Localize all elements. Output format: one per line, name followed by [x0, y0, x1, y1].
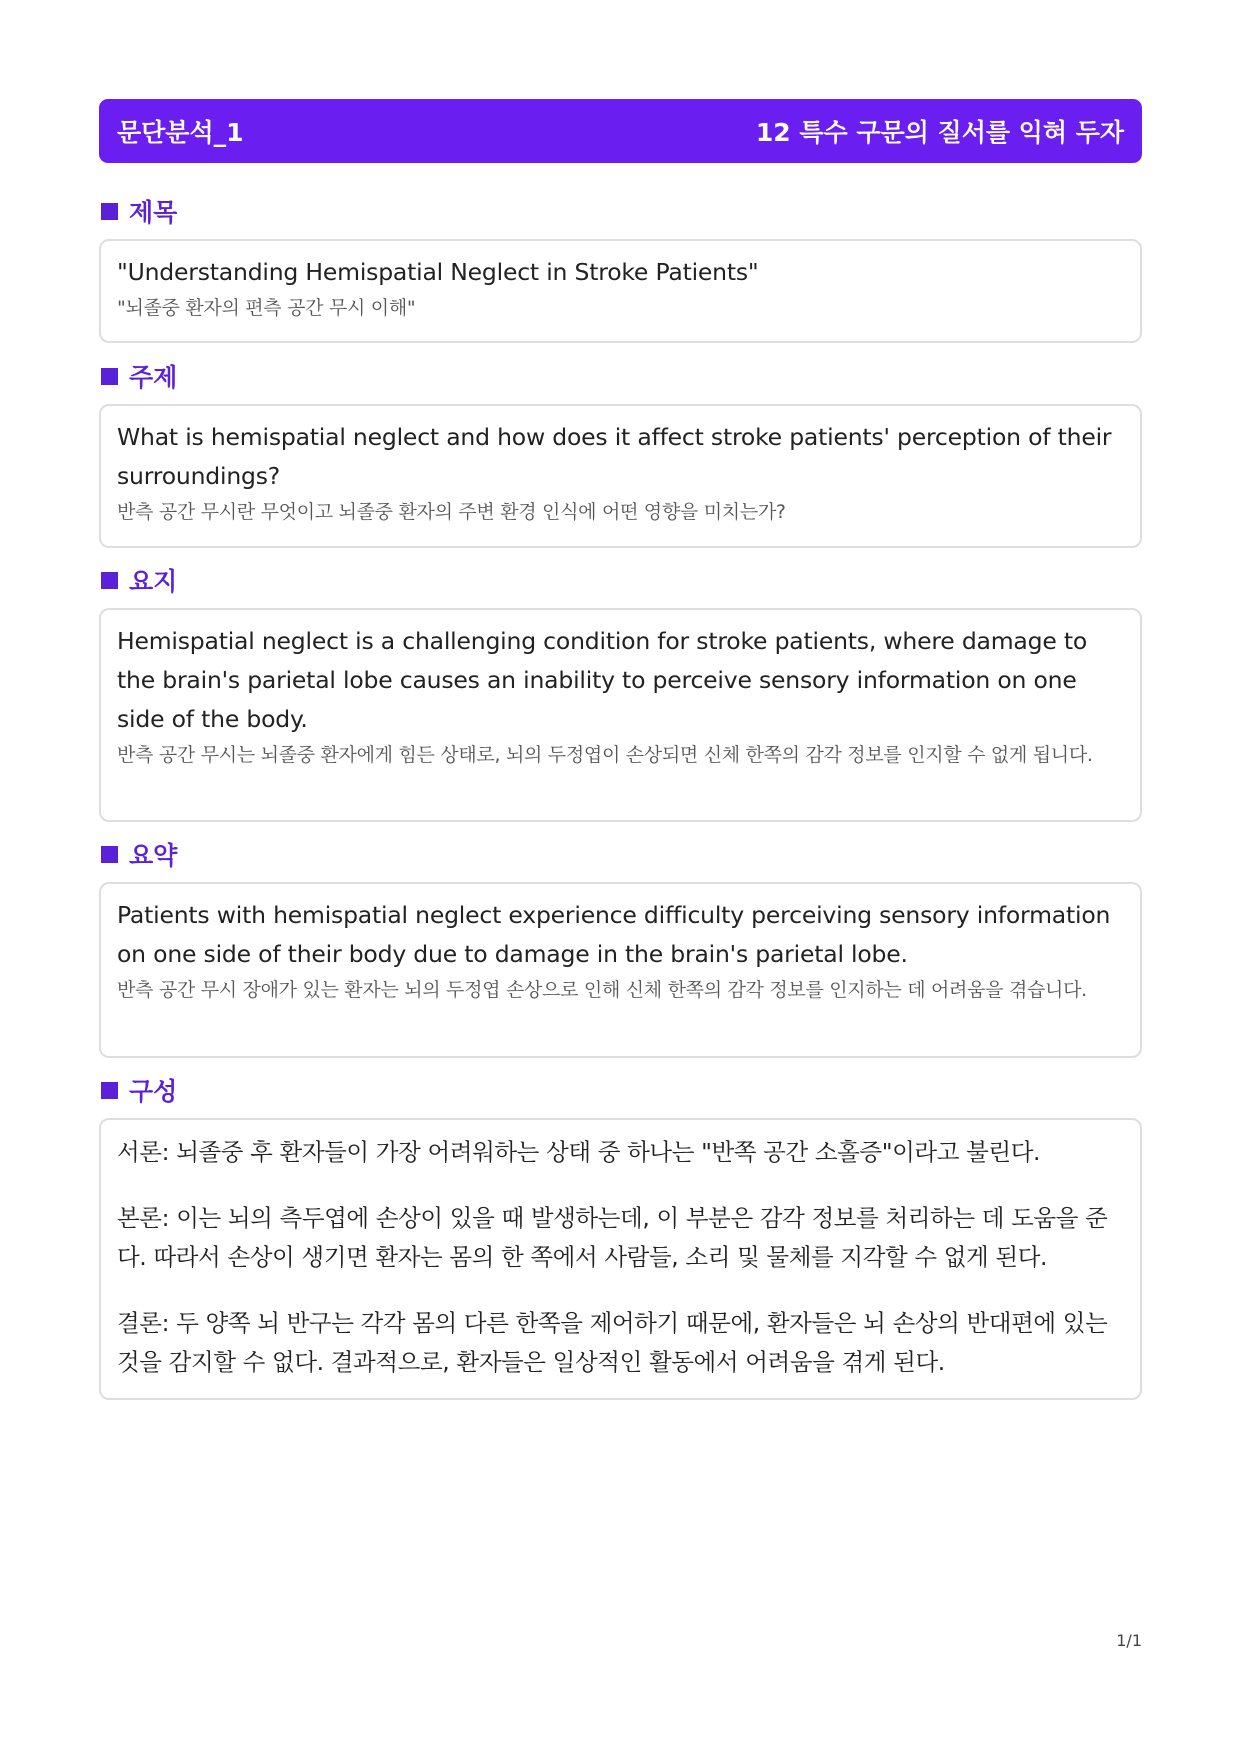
- title-korean: "뇌졸중 환자의 편측 공간 무시 이해": [117, 297, 416, 319]
- gist-korean: 반측 공간 무시는 뇌졸중 환자에게 힘든 상태로, 뇌의 두정엽이 손상되면 신체 한쪽의 감각 정보를 인지할 수 없게 됩니다.: [117, 744, 1093, 766]
- topic-korean: 반측 공간 무시란 무엇이고 뇌졸중 환자의 주변 환경 인식에 어떤 영향을 미치는가?: [117, 501, 786, 523]
- header-bar: [99, 99, 1142, 163]
- gist-english: Hemispatial neglect is a challenging condition for stroke patients, where damage to the brain's parietal lobe causes an inability to perceive sensory information on one side of the body.: [117, 627, 1088, 733]
- section-heading-label: 요약: [129, 841, 178, 870]
- page-number: 1/1: [1116, 1631, 1142, 1650]
- section-heading-structure: [101, 1072, 177, 1108]
- structure-intro: 서론: 뇌졸중 후 환자들이 가장 어려워하는 상태 중 하나는 "반쪽 공간 소홀증"이라고 불린다.: [117, 1138, 1041, 1166]
- summary-english: Patients with hemispatial neglect experience difficulty perceiving sensory information on one side of their body due to damage in the brain's parietal lobe.: [117, 901, 1111, 968]
- structure-conclusion: 결론: 두 양쪽 뇌 반구는 각각 몸의 다른 한쪽을 제어하기 때문에, 환자들은 뇌 손상의 반대편에 있는 것을 감지할 수 없다. 결과적으로, 환자들은 일상적인 활동에서 어려움을 겪게 된다.: [117, 1309, 1108, 1376]
- title-english: "Understanding Hemispatial Neglect in Stroke Patients": [117, 258, 759, 286]
- topic-card: [99, 404, 1142, 548]
- section-heading-topic: [101, 358, 177, 394]
- section-heading-summary: [101, 836, 177, 872]
- square-bullet-icon: [101, 368, 118, 385]
- square-bullet-icon: [101, 1082, 118, 1099]
- section-heading-label: 요지: [129, 567, 178, 596]
- header-left-label: 문단분석_1: [117, 118, 244, 147]
- section-heading-label: 구성: [129, 1077, 178, 1106]
- summary-korean: 반측 공간 무시 장애가 있는 환자는 뇌의 두정엽 손상으로 인해 신체 한쪽의 감각 정보를 인지하는 데 어려움을 겪습니다.: [117, 979, 1087, 1001]
- section-heading-title: [101, 193, 177, 229]
- structure-body: 본론: 이는 뇌의 측두엽에 손상이 있을 때 발생하는데, 이 부분은 감각 정보를 처리하는 데 도움을 준다. 따라서 손상이 생기면 환자는 몸의 한 쪽에서 사람들, 소리 및 물체를 지각할 수 없게 된다.: [117, 1204, 1108, 1271]
- section-heading-label: 제목: [129, 198, 178, 227]
- section-heading-label: 주제: [129, 363, 178, 392]
- title-card: [99, 239, 1142, 343]
- square-bullet-icon: [101, 572, 118, 589]
- gist-card: [99, 608, 1142, 822]
- square-bullet-icon: [101, 846, 118, 863]
- header-right-label: 12 특수 구문의 질서를 익혀 두자: [755, 118, 1124, 147]
- section-heading-gist: [101, 562, 177, 598]
- topic-english: What is hemispatial neglect and how does it affect stroke patients' perception of their surroundings?: [117, 423, 1112, 490]
- square-bullet-icon: [101, 203, 118, 220]
- structure-card: [99, 1118, 1142, 1400]
- summary-card: [99, 882, 1142, 1058]
